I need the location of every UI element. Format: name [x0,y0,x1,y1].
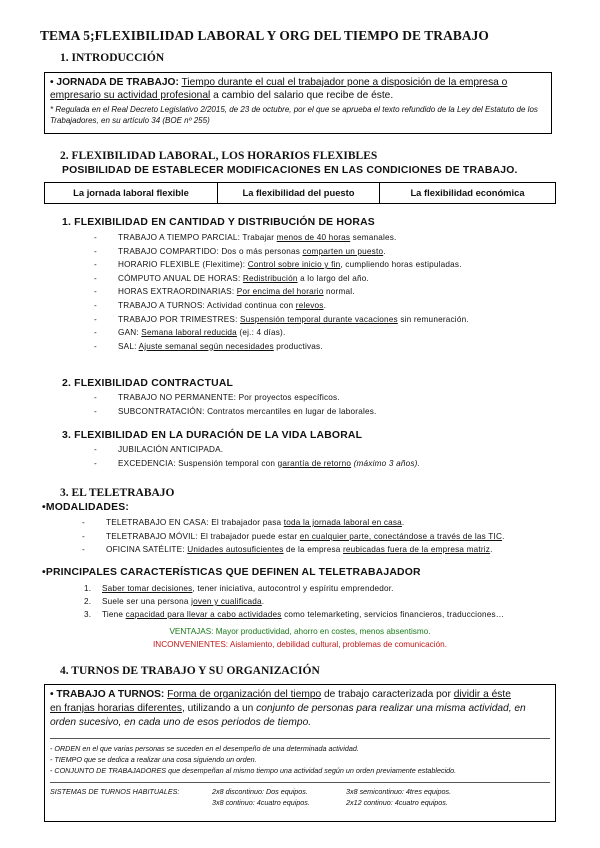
ventajas-text: VENTAJAS: Mayor productividad, ahorro en costes, menos absentismo. [169,627,431,636]
list-item: - HORAS EXTRAORDINARIAS: Por encima del horario normal. [94,287,355,297]
flex-types-table [44,182,556,204]
section-3-heading: 3. EL TELETRABAJO [60,487,175,499]
section-2-heading: 2. FLEXIBILIDAD LABORAL, LOS HORARIOS FLEXIBLES [60,150,378,162]
list-item: - TELETRABAJO MÓVIL: El trabajador puede estar en cualquier parte, conectándose a través de las TIC. [82,531,505,541]
turnos-def-conjunto: - CONJUNTO DE TRABAJADORES que desempeñan al mismo tiempo una actividad según un orden previamente establecido. [50,766,457,775]
list-item: - EXCEDENCIA: Suspensión temporal con garantía de retorno (máximo 3 años). [94,458,421,468]
group-1-list [94,231,558,353]
list-item: - CÓMPUTO ANUAL DE HORAS: Redistribución a lo largo del año. [94,273,369,283]
list-item: - TRABAJO NO PERMANENTE: Por proyectos específicos. [94,393,340,402]
jornada-note: * Regulada en el Real Decreto Legislativo 2/2015, de 23 de octubre, por el que se aprueba el texto refundido de la Ley del Estatuto de los Trabajadores, en su artículo 34 (BOE nº 255) [50,105,538,125]
jornada-definition [50,76,546,102]
list-item: - SUBCONTRATACIÓN: Contratos mercantiles en lugar de laborales. [94,406,377,416]
section-4-heading: 4. TURNOS DE TRABAJO Y SU ORGANIZACIÓN [60,665,320,677]
jornada-box [44,72,552,134]
caracteristicas-heading: •PRINCIPALES CARACTERÍSTICAS QUE DEFINEN AL TELETRABAJADOR [42,567,421,578]
turno-2x8: 2x8 discontinuo: Dos equipos. [212,787,308,796]
col-economica: La flexibilidad económica [380,182,556,204]
sistemas-label: SISTEMAS DE TURNOS HABITUALES: [50,787,180,796]
group-3-title: 3. FLEXIBILIDAD EN LA DURACIÓN DE LA VIDA LABORAL [62,430,363,441]
turnos-sistemas [50,783,550,809]
jornada-underline-2: empresario su actividad profesional [50,90,211,101]
jornada-lead: • JORNADA DE TRABAJO: [50,77,179,88]
list-item: 3. Tiene capacidad para llevar a cabo actividades como telemarketing, servicios financieros, traducciones… [84,610,505,619]
group-1-title: 1. FLEXIBILIDAD EN CANTIDAD Y DISTRIBUCIÓN DE HORAS [62,217,375,228]
group-2-list [94,391,558,418]
list-item: - GAN: Semana laboral reducida (ej.: 4 días). [94,328,286,338]
list-item: - OFICINA SATÉLITE: Unidades autosuficientes de la empresa reubicadas fuera de la empresa matriz. [82,545,493,555]
list-item: 2. Suele ser una persona joven y cualificada. [84,597,265,606]
caracteristicas-list [84,582,564,621]
list-item: - TELETRABAJO EN CASA: El trabajador pasa toda la jornada laboral en casa. [82,518,405,527]
col-puesto: La flexibilidad del puesto [218,182,380,204]
turnos-def-orden: - ORDEN en el que varias personas se suceden en el desempeño de una determinada actividad. [50,744,359,753]
turnos-definition: • TRABAJO A TURNOS: Forma de organización del tiempo de trabajo caracterizada por dividir a éste en franjas horarias diferentes, utilizando a un conjunto de personas para realizar una misma actividad, en orden sucesivo, en cada uno de esos periodos de tiempo. [50,689,526,728]
list-item: - TRABAJO COMPARTIDO: Dos o más personas comparten un puesto. [94,246,386,256]
turnos-box [44,684,556,822]
list-item: - TRABAJO POR TRIMESTRES: Suspensión temporal durante vacaciones sin remuneración. [94,314,469,324]
list-item: - HORARIO FLEXIBLE (Flexitime): Control sobre inicio y fin, cumpliendo horas estipuladas. [94,260,462,270]
modalidades-list [82,516,566,557]
turnos-def-tiempo: - TIEMPO que se dedica a realizar una cosa siguiendo un orden. [50,755,257,764]
inconvenientes-text: INCONVENIENTES: Aislamiento, debilidad cultural, problemas de comunicación. [153,640,447,649]
list-item: - TRABAJO A TIEMPO PARCIAL: Trabajar menos de 40 horas semanales. [94,233,397,242]
page-title: TEMA 5;FLEXIBILIDAD LABORAL Y ORG DEL TIEMPO DE TRABAJO [40,28,489,43]
jornada-rest: a cambio del salario que recibe de éste. [210,90,394,101]
list-item: - SAL: Ajuste semanal según necesidades productivas. [94,341,323,351]
section-1-heading: 1. INTRODUCCIÓN [60,52,165,64]
list-item: - JUBILACIÓN ANTICIPADA. [94,445,224,454]
section-2-subheading: POSIBILIDAD DE ESTABLECER MODIFICACIONES EN LAS CONDICIONES DE TRABAJO. [62,165,518,176]
jornada-underline-1: Tiempo durante el cual el trabajador pone a disposición de la empresa o [181,77,508,88]
turno-3x8-semi: 3x8 semicontinuo: 4tres equipos. [346,787,452,796]
list-item: 1. Saber tomar decisiones, tener iniciativa, autocontrol y espíritu emprendedor. [84,584,394,593]
group-2-title: 2. FLEXIBILIDAD CONTRACTUAL [62,378,234,389]
modalidades-heading: •MODALIDADES: [42,502,130,513]
turno-2x12: 2x12 continuo: 4cuatro equipos. [346,798,448,807]
col-jornada: La jornada laboral flexible [44,182,218,204]
turno-3x8-cont: 3x8 continuo: 4cuatro equipos. [212,798,310,807]
group-3-list [94,443,558,470]
list-item: - TRABAJO A TURNOS: Actividad continua con relevos. [94,300,327,310]
